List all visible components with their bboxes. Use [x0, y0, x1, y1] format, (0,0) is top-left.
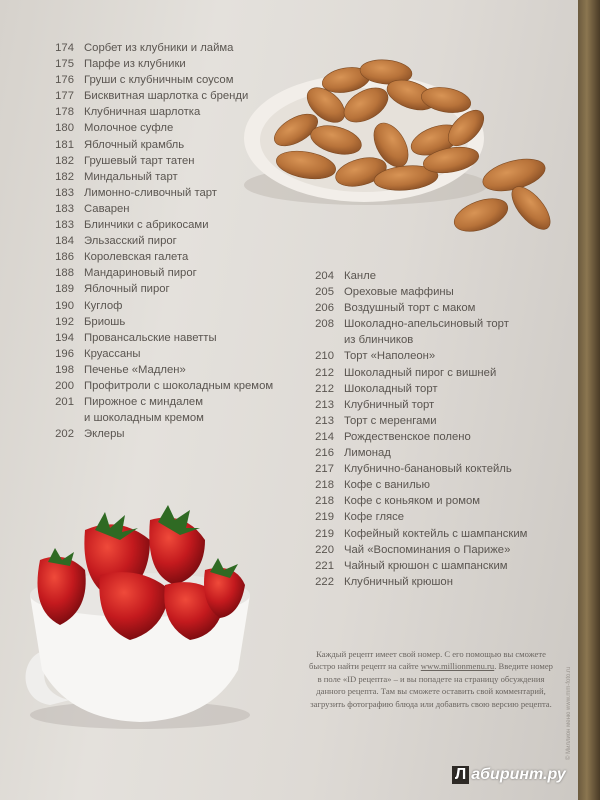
toc-page-number: 196 [55, 347, 74, 360]
strawberries-cup-photo [10, 500, 260, 740]
toc-recipe-title: Клубничная шарлотка [84, 106, 201, 119]
toc-entry [40, 137, 300, 153]
toc-entry [300, 493, 540, 509]
toc-column-right [300, 268, 540, 590]
toc-recipe-title: Ореховые маффины [344, 286, 454, 299]
toc-page-number: 218 [315, 479, 334, 492]
toc-recipe-title: Чай «Воспоминания о Париже» [344, 543, 511, 556]
toc-recipe-title: Эльзасский пирог [84, 235, 177, 248]
toc-page-number: 198 [55, 363, 74, 376]
toc-recipe-title: Чайный крюшон с шампанским [344, 559, 508, 572]
toc-page-number: 175 [55, 58, 74, 71]
toc-page-number: 182 [55, 154, 74, 167]
toc-recipe-title: Шоколадный пирог с вишней [344, 366, 497, 379]
toc-recipe-title: Кофейный коктейль с шампанским [344, 527, 528, 540]
toc-entry [40, 330, 300, 346]
toc-page-number: 206 [315, 302, 334, 315]
toc-entry [300, 268, 540, 284]
toc-recipe-title: Воздушный торт с маком [344, 302, 476, 315]
toc-entry [40, 56, 300, 72]
toc-entry [40, 201, 300, 217]
toc-page-number: 220 [315, 543, 334, 556]
toc-page-number: 213 [315, 398, 334, 411]
toc-recipe-title: Яблочный пирог [84, 283, 170, 296]
toc-recipe-title: Торт «Наполеон» [344, 350, 436, 363]
toc-recipe-title: Кофе глясе [344, 511, 405, 524]
toc-entry [40, 185, 300, 201]
toc-page-number: 212 [315, 366, 334, 379]
toc-recipe-title: Яблочный крамбль [84, 138, 185, 151]
toc-recipe-title: Эклеры [84, 428, 125, 441]
toc-page-number: 221 [315, 559, 334, 572]
toc-entry [40, 217, 300, 233]
note-text-start: Каждый рецепт имеет свой номер. С его помощью вы сможете быстро найти рецепт на сайте [309, 649, 546, 672]
toc-recipe-title: Грушевый тарт татен [84, 154, 195, 167]
toc-entry [40, 426, 300, 442]
toc-page-number: 180 [55, 122, 74, 135]
toc-entry [40, 88, 300, 104]
toc-recipe-title: Миндальный тарт [84, 170, 178, 183]
toc-recipe-title: Канле [344, 270, 376, 282]
toc-entry [300, 429, 540, 445]
toc-page-number: 218 [315, 495, 334, 508]
toc-recipe-title: Торт с меренгами [344, 414, 437, 427]
toc-entry [40, 281, 300, 297]
toc-entry [300, 542, 540, 558]
recipe-id-note [306, 648, 556, 710]
toc-recipe-title: Куглоф [84, 299, 123, 312]
toc-column-left [40, 40, 300, 442]
toc-entry [300, 316, 540, 348]
toc-page-number: 200 [55, 379, 74, 392]
toc-page-number: 204 [315, 270, 334, 282]
toc-page-number: 181 [55, 138, 74, 151]
toc-recipe-title: Блинчики с абрикосами [84, 219, 209, 232]
toc-entry [300, 509, 540, 525]
toc-entry [300, 381, 540, 397]
toc-page-number: 176 [55, 74, 74, 87]
toc-page-number: 183 [55, 219, 74, 232]
toc-page-number: 192 [55, 315, 74, 328]
toc-entry [300, 477, 540, 493]
copyright-vertical: © Миллион меню www.mm-foto.ru [566, 666, 572, 760]
toc-entry [40, 298, 300, 314]
toc-entry [300, 348, 540, 364]
toc-recipe-title: Сорбет из клубники и лайма [84, 42, 234, 54]
toc-entry [40, 346, 300, 362]
labirint-watermark-text: абиринт.ру [471, 766, 566, 783]
toc-entry [300, 284, 540, 300]
toc-page-number: 213 [315, 414, 334, 427]
toc-entry [40, 378, 300, 394]
toc-page-number: 219 [315, 527, 334, 540]
website-link[interactable]: www.millionmenu.ru [420, 661, 495, 672]
toc-page-number: 174 [55, 42, 74, 54]
toc-page-number: 177 [55, 90, 74, 103]
toc-entry [300, 526, 540, 542]
toc-page-number: 182 [55, 170, 74, 183]
toc-entry [40, 40, 300, 56]
toc-recipe-title: Груши с клубничным соусом [84, 74, 234, 87]
toc-entry [40, 362, 300, 378]
toc-recipe-title: Пирожное с миндалем и шоколадным кремом [84, 396, 204, 425]
toc-entry [40, 120, 300, 136]
toc-recipe-title: Рождественское полено [344, 430, 471, 443]
toc-entry [40, 233, 300, 249]
toc-recipe-title: Шоколадно-апельсиновый торт из блинчиков [344, 318, 509, 347]
toc-recipe-title: Профитроли с шоколадным кремом [84, 379, 274, 392]
toc-entry [300, 413, 540, 429]
toc-recipe-title: Печенье «Мадлен» [84, 363, 186, 376]
toc-recipe-title: Провансальские наветты [84, 331, 217, 344]
toc-page-number: 189 [55, 283, 74, 296]
toc-page-number: 190 [55, 299, 74, 312]
toc-recipe-title: Мандариновый пирог [84, 267, 197, 280]
toc-page-number: 212 [315, 382, 334, 395]
toc-entry [40, 265, 300, 281]
toc-page-number: 183 [55, 202, 74, 215]
toc-recipe-title: Круассаны [84, 347, 141, 360]
toc-page-number: 202 [55, 428, 74, 441]
toc-recipe-title: Лимонад [344, 447, 391, 460]
toc-page-number: 194 [55, 331, 74, 344]
book-spine-edge [578, 0, 600, 800]
toc-entry [300, 445, 540, 461]
toc-recipe-title: Клубничный торт [344, 398, 435, 411]
toc-entry [40, 72, 300, 88]
toc-page-number: 188 [55, 267, 74, 280]
toc-page-number: 210 [315, 350, 334, 363]
toc-recipe-title: Саварен [84, 202, 130, 215]
toc-page-number: 186 [55, 251, 74, 264]
toc-recipe-title: Бисквитная шарлотка с бренди [84, 90, 249, 103]
toc-page-number: 205 [315, 286, 334, 299]
toc-page-number: 217 [315, 463, 334, 476]
toc-entry [300, 461, 540, 477]
toc-entry [40, 394, 300, 426]
toc-recipe-title: Кофе с коньяком и ромом [344, 495, 481, 508]
toc-entry [40, 314, 300, 330]
toc-recipe-title: Бриошь [84, 315, 126, 328]
toc-recipe-title: Молочное суфле [84, 122, 174, 135]
toc-page-number: 184 [55, 235, 74, 248]
toc-page-number: 183 [55, 186, 74, 199]
toc-page-number: 219 [315, 511, 334, 524]
toc-recipe-title: Королевская галета [84, 251, 189, 264]
toc-page-number: 208 [315, 318, 334, 331]
toc-entry [40, 104, 300, 120]
toc-entry [300, 558, 540, 574]
toc-entry [40, 249, 300, 265]
labirint-watermark [452, 766, 566, 784]
labirint-logo-icon: Л [452, 766, 469, 784]
toc-recipe-title: Парфе из клубники [84, 58, 186, 71]
toc-page-number: 201 [55, 396, 74, 409]
toc-recipe-title: Кофе с ванилью [344, 479, 431, 492]
toc-entry [40, 153, 300, 169]
toc-recipe-title: Шоколадный торт [344, 382, 438, 395]
toc-recipe-title: Лимонно-сливочный тарт [84, 186, 217, 199]
toc-entry [40, 169, 300, 185]
toc-page-number: 216 [315, 447, 334, 460]
toc-page-number: 214 [315, 430, 334, 443]
toc-page-number: 178 [55, 106, 74, 119]
toc-page-number: 222 [315, 575, 334, 588]
toc-entry [300, 365, 540, 381]
toc-recipe-title: Клубничный крюшон [344, 575, 453, 588]
note-text-end: . Введите номер в поле «ID рецепта» – и вы попадете на страницу обсуждения данного рецепта. Там вы сможете оставить свой комментарий, загрузить фотографию блюда или добавить свою версию рецепта. [310, 661, 553, 709]
toc-recipe-title: Клубнично-банановый коктейль [344, 463, 512, 476]
toc-entry [300, 397, 540, 413]
toc-entry [300, 574, 540, 590]
toc-entry [300, 300, 540, 316]
